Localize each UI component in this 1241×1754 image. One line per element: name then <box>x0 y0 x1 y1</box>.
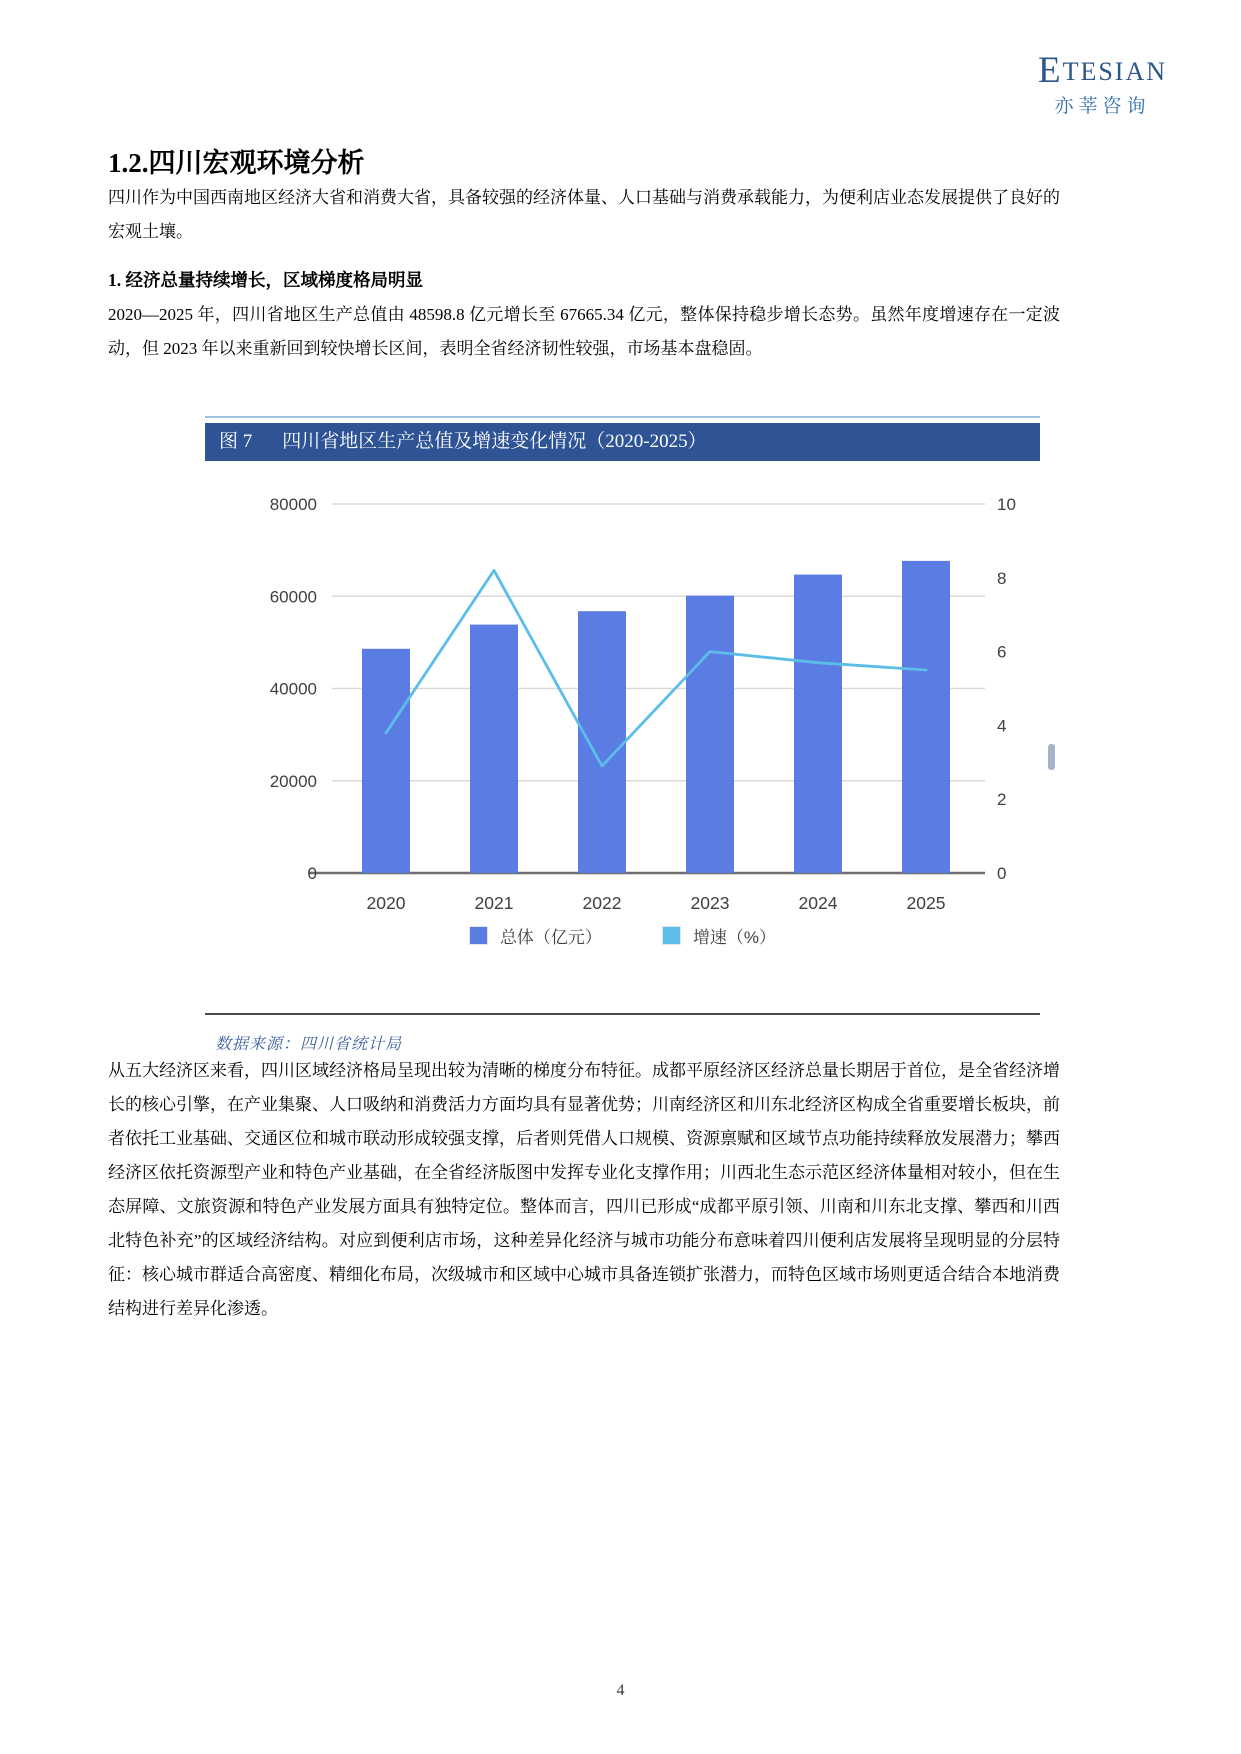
legend-item-growth <box>662 923 776 948</box>
page-edge-mark <box>1048 744 1055 770</box>
x-axis-label-2023: 2023 <box>690 893 730 914</box>
page-number: 4 <box>616 1682 625 1699</box>
left-axis-tick-40000: 40000 <box>269 679 317 699</box>
data-source-note: 数据来源：四川省统计局 <box>215 1036 403 1054</box>
figure-header <box>205 423 1040 461</box>
x-axis-label-2022: 2022 <box>582 893 622 914</box>
figure-top-rule <box>205 416 1040 418</box>
bar-2020 <box>362 649 410 873</box>
legend-swatch-line <box>662 926 681 945</box>
bar-2021 <box>470 625 518 873</box>
right-axis-tick-0: 0 <box>997 864 1007 884</box>
bar-2025 <box>902 561 950 873</box>
section-heading: 1.2.四川宏观环境分析 <box>108 148 365 178</box>
logo-wordmark-rest: TESIAN <box>1062 57 1167 86</box>
left-axis-tick-20000: 20000 <box>269 771 317 791</box>
figure-bottom-rule <box>205 1013 1040 1015</box>
gdp-growth-chart <box>205 467 1040 919</box>
right-axis-tick-10: 10 <box>997 495 1016 515</box>
growth-line <box>386 570 926 766</box>
x-axis-label-2024: 2024 <box>798 893 838 914</box>
left-axis-tick-60000: 60000 <box>269 587 317 607</box>
legend-label-total: 总体（亿元） <box>499 927 602 947</box>
legend-label-growth: 增速（%） <box>692 927 777 947</box>
logo-subtitle: 亦莘咨询 <box>1054 96 1151 117</box>
right-axis-tick-4: 4 <box>997 716 1007 736</box>
gdp-chart-svg <box>205 467 1040 919</box>
legend-item-total <box>469 923 602 948</box>
x-axis-label-2020: 2020 <box>366 893 406 914</box>
content-column <box>108 0 1060 1326</box>
x-axis-label-2025: 2025 <box>906 893 946 914</box>
bar-2024 <box>794 575 842 873</box>
left-axis-tick-80000: 80000 <box>269 495 317 515</box>
chart-legend <box>205 921 1040 949</box>
point1-paragraph: 2020—2025 年，四川省地区生产总值由 48598.8 亿元增长至 67665.34 亿元，整体保持稳步增长态势。虽然年度增速存在一定波动，但 2023 年以来重新回到较快增长区间，表明全省经济韧性较强，市场基本盘稳固。 <box>108 305 1060 359</box>
left-axis-tick-0: 0 <box>307 864 317 884</box>
figure-block <box>205 416 1040 1054</box>
x-axis-label-2021: 2021 <box>474 893 514 914</box>
right-axis-tick-6: 6 <box>997 642 1007 662</box>
right-axis-tick-2: 2 <box>997 790 1007 810</box>
figure-number-label: 图 7 <box>219 431 253 453</box>
legend-swatch-bar <box>469 926 488 945</box>
bar-2023 <box>686 596 734 873</box>
analysis-paragraph: 从五大经济区来看，四川区域经济格局呈现出较为清晰的梯度分布特征。成都平原经济区经济总量长期居于首位，是全省经济增长的核心引擎，在产业集聚、人口吸纳和消费活力方面均具有显著优势；川南经济区和川东北经济区构成全省重要增长板块，前者依托工业基础、交通区位和城市联动形成较强支撑，后者则凭借人口规模、资源禀赋和区域节点功能持续释放发展潜力；攀西经济区依托资源型产业和特色产业基础，在全省经济版图中发挥专业化支撑作用；川西北生态示范区经济体量相对较小，但在生态屏障、文旅资源和特色产业发展方面具有独特定位。整体而言，四川已形成“成都平原引领、川南和川东北支撑、攀西和川西北特色补充”的区域经济结构。对应到便利店市场，这种差异化经济与城市功能分布意味着四川便利店发展将呈现明显的分层特征：核心城市群适合高密度、精细化布局，次级城市和区域中心城市具备连锁扩张潜力，而特色区域市场则更适合结合本地消费结构进行差异化渗透。 <box>108 1061 1060 1319</box>
point1-title: 1. 经济总量持续增长，区域梯度格局明显 <box>108 270 423 291</box>
figure-caption: 四川省地区生产总值及增速变化情况（2020-2025） <box>282 431 707 453</box>
intro-paragraph: 四川作为中国西南地区经济大省和消费大省，具备较强的经济体量、人口基础与消费承载能力，为便利店业态发展提供了良好的宏观土壤。 <box>108 188 1060 242</box>
logo-letter-e: E <box>1037 50 1063 91</box>
bar-2022 <box>578 611 626 873</box>
right-axis-tick-8: 8 <box>997 568 1007 588</box>
